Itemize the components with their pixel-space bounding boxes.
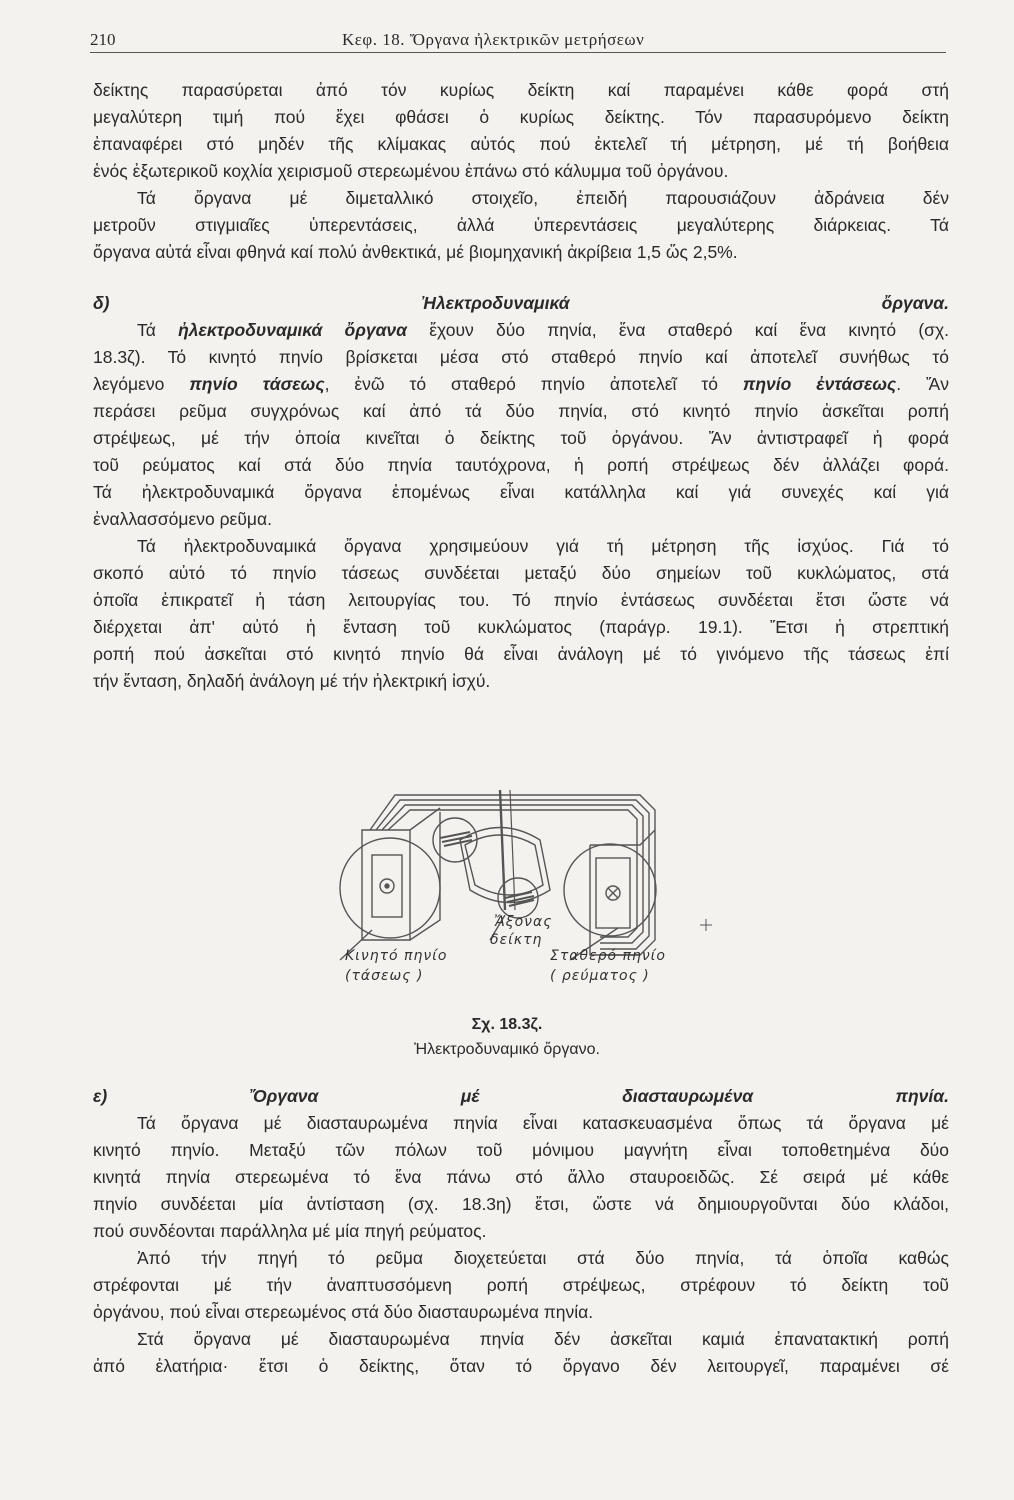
text-line: τήν ἔνταση, δηλαδή ἀνάλογη μέ τήν ἠλεκτρική ἰσχύ.	[93, 671, 491, 691]
text-line: ἐναλλασσόμενο ρεῦμα.	[93, 509, 272, 529]
text-line: ὁποῖα ἐπικρατεῖ ἡ τάση λειτουργίας του. Τό πηνίο ἐντάσεως συνδέεται ἔτσι ὥστε νά	[93, 590, 949, 610]
section-heading-d: δ) Ἠλεκτροδυναμικά ὄργανα.	[93, 293, 949, 313]
text-line: διέρχεται ἀπ' αὐτό ἡ ἔνταση τοῦ κυκλώματος (παράγρ. 19.1). Ἔτσι ἡ στρεπτική	[93, 617, 949, 637]
text-line: περάσει ρεῦμα συγχρόνως καί ἀπό τά δύο πηνία, στό κινητό πηνίο ἀσκεῖται ροπή	[93, 401, 949, 421]
text-line: Τά ὄργανα μέ διμεταλλικό στοιχεῖο, ἐπειδή παρουσιάζουν ἀδράνεια δέν	[137, 188, 949, 208]
text-line: ἐπαναφέρει στό μηδέν τῆς κλίμακας αὐτός πού ἐκτελεῖ τή μέτρηση, μέ τή βοήθεια	[93, 134, 949, 154]
emphasis-term: πηνίο ἐντάσεως	[742, 374, 897, 394]
figure-caption-number: Σχ. 18.3ζ.	[471, 1016, 543, 1033]
text-line: στρέφονται μέ τήν ἀναπτυσσόμενη ροπή στρέψεως, στρέφουν τό δείκτη τοῦ	[93, 1275, 949, 1295]
emphasis-term: πηνίο τάσεως	[189, 374, 325, 394]
text-line: ὄργανα αὐτά εἶναι φθηνά καί πολύ ἀνθεκτικά, μέ βιομηχανική ἀκρίβεια 1,5 ὥς 2,5%.	[93, 242, 738, 262]
emphasis-term: ἠλεκτροδυναμικά ὄργανα	[178, 320, 408, 340]
text-line: τοῦ ρεύματος καί στά δύο πηνία ταυτόχρονα, ἡ ροπή στρέψεως δέν ἀλλάζει φορά.	[93, 455, 949, 475]
text-line: ροπή πού ἀσκεῖται στό κινητό πηνίο θά εἶναι ἀνάλογη μέ τό γινόμενο τῆς τάσεως ἐπί	[93, 644, 949, 664]
text-line: στρέψεως, μέ τήν ὁποία κινεῖται ὁ δείκτης τοῦ ὀργάνου. Ἄν ἀντιστραφεῖ ἡ φορά	[93, 428, 949, 448]
text-line: Τά ὄργανα μέ διασταυρωμένα πηνία εἶναι κατασκευασμένα ὅπως τά ὄργανα μέ	[137, 1113, 949, 1133]
text-line: μετροῦν στιγμιαῖες ὑπερεντάσεις, ἀλλά ὑπερεντάσεις μεγαλύτερης διάρκειας. Τά	[93, 215, 949, 235]
figure-label-moving-coil: Κινητό πηνίο	[345, 948, 448, 964]
text-line: σκοπό αὐτό τό πηνίο τάσεως συνδέεται μεταξύ δύο σημείων τοῦ κυκλώματος, στά	[93, 563, 949, 583]
text-line: πού συνδέονται παράλληλα μέ μία πηγή ρεύματος.	[93, 1221, 487, 1241]
text-line: πηνίο συνδέεται μία ἀντίσταση (σχ. 18.3η) ἔτσι, ὥστε νά δημιουργοῦνται δύο κλάδοι,	[93, 1194, 949, 1214]
section-heading-e: ε) Ὄργανα μέ διασταυρωμένα πηνία.	[93, 1086, 949, 1106]
text-line: λεγόμενο πηνίο τάσεως, ἐνῶ τό σταθερό πηνίο ἀποτελεῖ τό πηνίο ἐντάσεως. Ἄν	[93, 374, 950, 394]
text-line: ὀργάνου, πού εἶναι στερεωμένος στά δύο διασταυρωμένα πηνία.	[93, 1302, 594, 1322]
figure-label-axis-2: δείκτη	[490, 932, 543, 948]
text-line: Τά ἠλεκτροδυναμικά ὄργανα χρησιμεύουν γιά τή μέτρηση τῆς ἰσχύος. Γιά τό	[137, 536, 949, 556]
page-number: 210	[90, 30, 116, 49]
text-line: ἑνός ἐξωτερικοῦ κοχλία χειρισμοῦ στερεωμένου ἐπάνω στό κάλυμμα τοῦ ὀργάνου.	[93, 161, 729, 181]
text-line: κινητά πηνία στερεωμένα τό ἕνα πάνω στό ἄλλο σταυροειδῶς. Σέ σειρά μέ κάθε	[93, 1167, 949, 1187]
page-header	[90, 28, 946, 53]
section-e	[93, 1083, 949, 1380]
figure-label-fixed-coil-note: ( ρεύματος )	[550, 968, 650, 984]
text-line: Ἀπό τήν πηγή τό ρεῦμα διοχετεύεται στά δύο πηνία, τά ὁποῖα καθώς	[137, 1248, 949, 1268]
text-line: δείκτης παρασύρεται ἀπό τόν κυρίως δείκτη καί παραμένει κάθε φορά στή	[93, 80, 949, 100]
figure-label-fixed-coil: Σταθερό πηνίο	[550, 948, 666, 964]
text-line: μεγαλύτερη τιμή πού ἔχει φθάσει ὁ κυρίως δείκτης. Τόν παρασυρόμενο δείκτη	[93, 107, 949, 127]
text-line: Τά ἠλεκτροδυναμικά ὄργανα ἑπομένως εἶναι κατάλληλα καί γιά συνεχές καί γιά	[93, 482, 949, 502]
paragraph-block-1	[93, 77, 949, 266]
text-line: Τά ἠλεκτροδυναμικά ὄργανα ἔχουν δύο πηνία, ἕνα σταθερό καί ἕνα κινητό (σχ.	[137, 320, 949, 340]
figure-caption-title: Ἠλεκτροδυναμικό ὄργανο.	[414, 1041, 600, 1058]
text-line: ἀπό ἐλατήρια· ἔτσι ὁ δείκτης, ὅταν τό ὄργανο δέν λειτουργεῖ, παραμένει σέ	[93, 1356, 949, 1376]
section-d	[93, 290, 949, 695]
figure-label-axis-1: Ἄξονας	[494, 914, 553, 930]
figure-label-moving-coil-note: (τάσεως )	[345, 968, 424, 984]
running-title: Κεφ. 18. Ὄργανα ἠλεκτρικῶν μετρήσεων	[342, 30, 645, 49]
text-line: κινητό πηνίο. Μεταξύ τῶν πόλων τοῦ μόνιμου μαγνήτη εἶναι τοποθετημένα δύο	[93, 1140, 949, 1160]
text-line: 18.3ζ). Τό κινητό πηνίο βρίσκεται μέσα στό σταθερό πηνίο καί ἀποτελεῖ συνήθως τό	[93, 347, 949, 367]
text-line: Στά ὄργανα μέ διασταυρωμένα πηνία δέν ἀσκεῖται καμιά ἐπανατακτική ροπή	[137, 1329, 949, 1349]
